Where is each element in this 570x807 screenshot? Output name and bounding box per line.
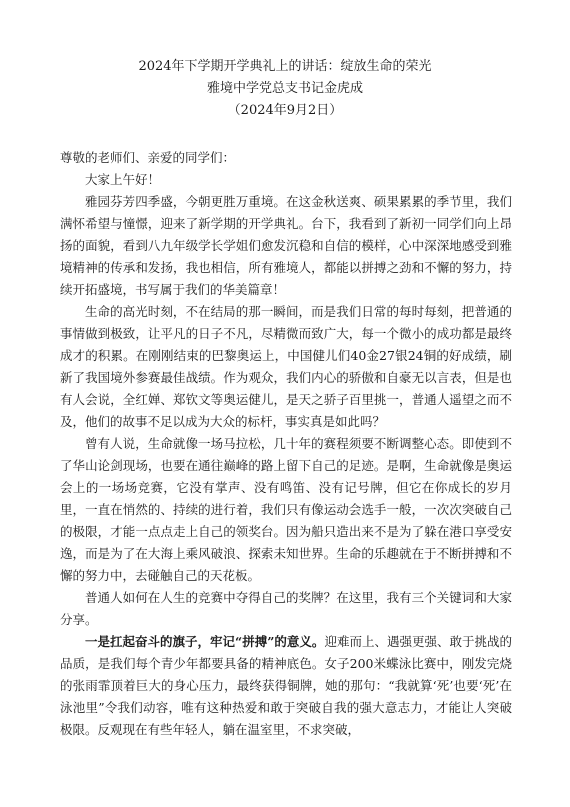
paragraph-opening: 雅园芬芳四季盛，今朝更胜万重境。在这金秋送爽、硕果累累的季节里，我们满怀希望与憧憬，迎来了新学期的开学典礼。台下，我看到了新初一同学们向上昂扬的面貌，看到八九年级学长学姐们愈发沉稳和自信的模样，心中深深地感受到雅境精神的传承和发扬，我也相信，所有雅境人，都能以拼搏之劲和不懈的努力，持续开拓盛境，书写属于我们的华美篇章！ — [60, 194, 512, 297]
keyword-one-heading: 一是扛起奋斗的旗子，牢记“拼搏”的意义。 — [85, 634, 325, 649]
speech-date: （2024年9月2日） — [227, 103, 343, 118]
paragraph-keyword-one — [60, 631, 512, 741]
greeting: 大家上午好！ — [85, 172, 161, 187]
keyword-one-text: 迎难而上、遇强更强、敢于挑战的品质，是我们每个青少年都要具备的精神底色。女子200米蝶泳比赛中，刚发完烧的张雨霏顶着巨大的身心压力，最终获得铜牌，她的那句：“我就算‘死’也要‘死’在泳池里”令我们动容，唯有这种热爱和敢于突破自我的强大意志力，才能让人突破极限。反观现在有些年轻人，躺在温室里，不求突破， — [60, 634, 512, 737]
speech-body — [60, 147, 512, 741]
salutation: 尊敬的老师们、亲爱的同学们： — [60, 150, 236, 165]
speech-header — [0, 56, 570, 122]
paragraph-three-keywords: 普通人如何在人生的竞赛中夺得自己的奖牌？在这里，我有三个关键词和大家分享。 — [60, 590, 512, 627]
speech-title: 2024年下学期开学典礼上的讲话：绽放生命的荣光 — [138, 59, 432, 74]
speaker-line: 雅境中学党总支书记金虎成 — [206, 81, 363, 96]
paragraph-highlight-moments: 生命的高光时刻，不在结局的那一瞬间，而是我们日常的每时每刻，把普通的事情做到极致，让平凡的日子不凡，尽精微而致广大，每一个微小的成功都是最终成才的积累。在刚刚结束的巴黎奥运上，中国健儿们40金27银24铜的好成绩，刷新了我国境外参赛最佳战绩。作为观众，我们内心的骄傲和自豪无以言表，但是也有人会说，全红婵、郑钦文等奥运健儿，是天之骄子百里挑一，普通人遥望之而不及，他们的故事不足以成为大众的标杆，事实真是如此吗？ — [60, 304, 512, 429]
paragraph-marathon: 曾有人说，生命就像一场马拉松，几十年的赛程须要不断调整心态。即使到不了华山论剑现场，也要在通往巅峰的路上留下自己的足迹。是啊，生命就像是奥运会上的一场场竞赛，它没有掌声、没有鸣笛、没有记号牌，但它在你成长的岁月里，一直在悄然的、持续的进行着，我们只有像运动会选手一般，一次次突破自己的极限，才能一点点走上自己的领奖台。因为船只造出来不是为了躲在港口享受安逸，而是为了在大海上乘风破浪、探索未知世界。生命的乐趣就在于不断拼搏和不懈的努力中，去碰触自己的天花板。 — [60, 436, 512, 583]
